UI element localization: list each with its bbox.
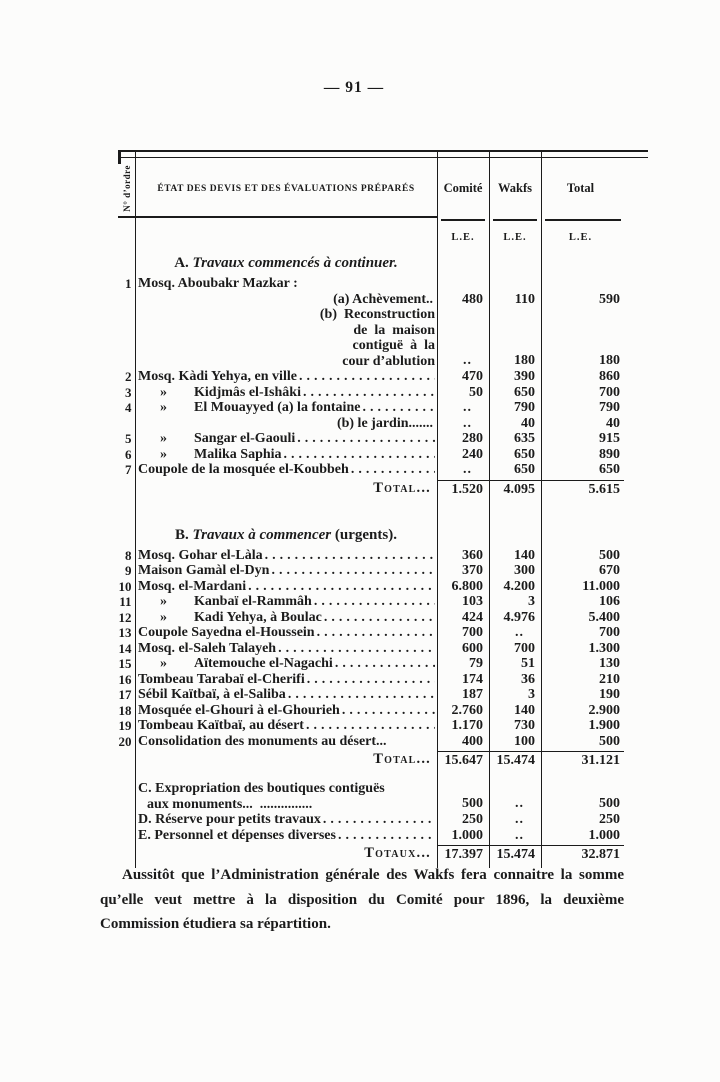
table-row	[118, 734, 648, 750]
comite-value: 103	[462, 594, 483, 609]
total-value	[541, 276, 648, 292]
dot-leader	[351, 462, 435, 478]
spacer-cell	[118, 225, 135, 250]
comite-value: 600	[462, 640, 483, 656]
dot-leader	[324, 610, 435, 626]
total-unit: L.E.	[568, 232, 593, 243]
description-label: Coupole Sayedna el-Houssein	[138, 625, 315, 640]
order-number-cell	[118, 307, 135, 369]
header-separator	[118, 216, 437, 218]
order-number-cell: 12	[118, 609, 132, 625]
description-cell	[135, 292, 437, 308]
table-row	[118, 641, 648, 657]
comite-value: 500	[462, 795, 483, 811]
wakfs-value: 650	[514, 384, 535, 400]
column-divider	[437, 152, 439, 868]
wakfs-value: 40	[521, 415, 535, 431]
description-label: Mosquée el-Ghouri à el-Ghourieh	[138, 702, 340, 718]
total-value: 500	[599, 733, 620, 749]
unit-separator	[441, 219, 485, 221]
description-line: de la maison	[353, 322, 435, 338]
table-row	[118, 718, 648, 734]
ditto-mark: »	[160, 446, 167, 462]
spacer-cell	[135, 225, 437, 250]
wakfs-total: 4.095	[489, 480, 541, 498]
section-gap	[118, 769, 648, 781]
wakfs-total: 15.474	[489, 751, 541, 769]
description-line: aux monuments... ...............	[147, 796, 313, 812]
description-cell	[135, 703, 437, 719]
table-row	[118, 416, 648, 432]
order-number-cell: 13	[118, 625, 132, 640]
order-number-cell	[118, 292, 135, 308]
section-title-italic: Travaux commencés à continuer.	[192, 255, 398, 271]
total-row	[118, 845, 648, 863]
total-value: 1.900	[588, 718, 620, 733]
description-cell	[135, 369, 437, 385]
description-cell	[135, 781, 437, 812]
section-letter: A.	[174, 255, 193, 271]
comite-value: 240	[462, 446, 483, 462]
column-divider	[489, 152, 491, 868]
description-cell	[135, 625, 437, 641]
wakfs-value: 700	[514, 640, 535, 656]
description-label: (b) le jardin.......	[336, 415, 433, 431]
comite-value: ..	[463, 400, 472, 415]
order-number-cell: 9	[125, 563, 132, 578]
total-value: 5.400	[588, 609, 620, 625]
description-cell	[135, 656, 437, 672]
comite-value: 6.800	[451, 578, 483, 594]
currency-unit-row	[118, 219, 648, 250]
description-label: Mosq. Gohar el-Làla	[138, 547, 263, 563]
total-value: 700	[599, 625, 620, 640]
order-number-cell: 10	[118, 578, 132, 594]
column-divider	[135, 152, 137, 868]
dot-leader	[248, 579, 435, 595]
description-label: Tombeau Tarabaï el-Cherifi	[138, 671, 305, 687]
comite-value: 424	[462, 609, 483, 625]
description-label: Kadi Yehya, à Boulac	[194, 609, 322, 625]
order-number-cell	[118, 751, 135, 769]
total-value: 210	[599, 671, 620, 687]
dot-leader	[317, 625, 435, 641]
description-line: C. Expropriation des boutiques contiguës	[138, 781, 385, 796]
total-value: 860	[599, 369, 620, 384]
wakfs-value: 730	[514, 718, 535, 733]
description-cell	[135, 307, 437, 369]
description-label: Aïtemouche el-Nagachi	[194, 656, 333, 671]
description-cell	[135, 610, 437, 626]
table-row	[118, 687, 648, 703]
total-value: 11.000	[582, 578, 620, 594]
description-label: El Mouayyed (a) la fontaine	[194, 400, 361, 415]
total-value: 670	[599, 563, 620, 578]
wakfs-value	[489, 276, 541, 292]
dot-leader	[265, 548, 435, 564]
wakfs-value: 300	[514, 563, 535, 578]
total-label-cell	[135, 751, 437, 769]
description-line: cour d’ablution	[342, 353, 435, 369]
comite-unit: L.E.	[451, 232, 475, 243]
table-row	[118, 563, 648, 579]
total-value: 1.300	[588, 640, 620, 656]
table-row	[118, 594, 648, 610]
table-corner-cap	[118, 150, 121, 164]
comite-value	[437, 253, 489, 274]
description-label: Mosq. el-Saleh Talayeh	[138, 640, 277, 656]
dot-leader	[303, 385, 435, 401]
wakfs-value: 390	[514, 369, 535, 384]
comite-total: 17.397	[437, 845, 489, 863]
wakfs-value: 36	[521, 671, 535, 687]
total-column-header: Total	[566, 181, 595, 195]
description-label: Kidjmâs el-Ishâki	[194, 384, 301, 400]
description-label: D. Réserve pour petits travaux	[138, 812, 321, 827]
page-number: — 91 —	[323, 79, 385, 96]
description-cell	[135, 594, 437, 610]
dot-leader	[284, 447, 435, 463]
table-row	[118, 431, 648, 447]
description-cell	[135, 563, 437, 579]
table-row	[118, 548, 648, 564]
wakfs-value	[489, 525, 541, 546]
total-label: Total...	[373, 751, 431, 767]
ditto-mark: »	[160, 594, 167, 609]
description-cell	[135, 718, 437, 734]
wakfs-value: 4.976	[503, 609, 535, 625]
wakfs-value: 180	[514, 352, 535, 368]
description-label: Sébil Kaïtbaï, à el-Saliba	[138, 687, 286, 702]
wakfs-value: 635	[514, 431, 535, 446]
wakfs-value: 3	[528, 687, 535, 702]
order-column-header-label: N° d’ordre	[121, 165, 132, 212]
table-row	[118, 307, 648, 369]
total-value: 700	[599, 384, 620, 400]
description-cell	[135, 548, 437, 564]
total-value: 250	[599, 812, 620, 827]
order-number-cell: 15	[118, 656, 132, 671]
total-label: Totaux...	[364, 845, 431, 861]
closing-paragraph: Aussitôt que l’Administration générale des Wakfs fera connaitre la somme qu’elle veut mettre à la disposition du Comité pour 1896, la deuxième Commission étudiera sa répartition.	[100, 867, 624, 932]
order-number-cell: 20	[118, 733, 132, 749]
description-cell	[135, 828, 437, 844]
description-label: E. Personnel et dépenses diverses	[138, 827, 336, 843]
wakfs-value	[489, 253, 541, 274]
total-row	[118, 480, 648, 498]
order-number-cell: 1	[125, 276, 132, 291]
table-top-border	[118, 150, 648, 158]
total-value	[541, 253, 648, 274]
table-row	[118, 703, 648, 719]
order-number-cell	[118, 480, 135, 498]
dot-leader	[307, 672, 435, 688]
comite-value: 2.760	[451, 702, 483, 718]
description-label: Mosq. Kàdi Yehya, en ville	[138, 369, 297, 384]
comite-value	[437, 276, 489, 292]
order-number-cell: 19	[118, 718, 132, 733]
order-number-cell	[118, 253, 135, 274]
table-row	[118, 828, 648, 844]
description-cell	[135, 579, 437, 595]
description-multiline	[138, 781, 437, 812]
table-row	[118, 610, 648, 626]
description-label: Consolidation des monuments au désert...	[138, 733, 387, 749]
order-number-cell: 18	[118, 702, 132, 718]
unit-separator	[493, 219, 537, 221]
ditto-mark: »	[160, 656, 167, 671]
dot-leader	[288, 687, 435, 703]
wakfs-value: ..	[515, 827, 524, 843]
order-number-cell: 17	[118, 687, 132, 702]
order-number-cell: 4	[125, 400, 132, 415]
order-number-cell	[118, 781, 135, 812]
ditto-mark: »	[160, 384, 167, 400]
description-label: Coupole de la mosquée el-Koubbeh	[138, 462, 349, 477]
order-number-cell	[118, 845, 135, 863]
wakfs-value: 4.200	[503, 578, 535, 594]
description-label: (a) Achèvement..	[333, 291, 433, 307]
table-row	[118, 672, 648, 688]
order-number-cell: 8	[125, 547, 132, 563]
wakfs-value: 51	[521, 656, 535, 671]
description-cell	[135, 687, 437, 703]
description-label: Malika Saphia	[194, 446, 282, 462]
table-row	[118, 625, 648, 641]
total-value: 650	[599, 462, 620, 477]
description-label: Kanbaï el-Rammâh	[194, 594, 312, 609]
table-row	[118, 447, 648, 463]
dot-leader	[342, 703, 435, 719]
column-divider	[541, 152, 543, 868]
table-row	[118, 400, 648, 416]
description-cell	[135, 276, 437, 292]
comite-total: 15.647	[437, 751, 489, 769]
description-label: Mosq. Aboubakr Mazkar :	[138, 276, 298, 291]
ditto-mark: »	[160, 431, 167, 446]
total-value: 590	[599, 291, 620, 307]
description-cell	[135, 385, 437, 401]
order-number-cell: 3	[125, 384, 132, 400]
description-cell	[135, 672, 437, 688]
total-row	[118, 751, 648, 769]
section-heading	[118, 525, 648, 546]
description-cell	[135, 416, 437, 432]
order-number-cell: 11	[119, 594, 132, 609]
total-total: 5.615	[541, 480, 624, 498]
description-cell	[135, 400, 437, 416]
comite-value	[437, 525, 489, 546]
table-row	[118, 579, 648, 595]
description-line: (b) Reconstruction	[319, 307, 435, 322]
description-cell	[135, 431, 437, 447]
comite-value: 174	[462, 671, 483, 687]
description-cell	[135, 447, 437, 463]
section-gap	[118, 498, 648, 522]
table-row	[118, 385, 648, 401]
table-row	[118, 276, 648, 292]
table-row	[118, 656, 648, 672]
order-number-cell	[118, 812, 135, 828]
comite-value: 700	[462, 625, 483, 640]
section-heading-text	[135, 525, 437, 546]
wakfs-column-header: Wakfs	[497, 181, 533, 195]
total-value: 1.000	[588, 827, 620, 843]
dot-leader	[278, 641, 435, 657]
ditto-mark: »	[160, 609, 167, 625]
dot-leader	[362, 400, 435, 416]
dot-leader	[297, 431, 435, 447]
order-number-cell: 5	[125, 431, 132, 446]
wakfs-value: 110	[514, 291, 535, 307]
order-number-cell: 16	[118, 671, 132, 687]
total-value: 106	[599, 594, 620, 609]
comite-value: 187	[462, 687, 483, 702]
section-heading-text	[135, 253, 437, 274]
wakfs-value: 650	[514, 446, 535, 462]
description-label: Maison Gamàl el-Dyn	[138, 563, 270, 578]
wakfs-unit: L.E.	[503, 232, 527, 243]
comite-value: 400	[462, 733, 483, 749]
order-number-cell: 14	[118, 640, 132, 656]
comite-value: 50	[469, 384, 483, 400]
dot-leader	[299, 369, 435, 385]
wakfs-total: 15.474	[489, 845, 541, 863]
wakfs-value: 140	[514, 702, 535, 718]
description-cell	[135, 641, 437, 657]
section-title-suffix: (urgents).	[331, 526, 397, 543]
total-value: 180	[599, 352, 620, 368]
total-value: 915	[599, 431, 620, 446]
section-letter: B.	[175, 526, 193, 543]
description-cell	[135, 462, 437, 478]
comite-value: 1.170	[451, 718, 483, 733]
budget-table	[118, 150, 648, 868]
comite-value: 280	[462, 431, 483, 446]
total-value: 130	[599, 656, 620, 671]
order-number-cell: 6	[125, 446, 132, 462]
table-row	[118, 369, 648, 385]
title-column-header: ÉTAT DES DEVIS ET DES ÉVALUATIONS PRÉPARÉS	[157, 183, 415, 194]
section-title-italic: Travaux à commencer	[192, 526, 332, 543]
total-total: 31.121	[541, 751, 624, 769]
wakfs-value: 140	[514, 547, 535, 563]
total-label-cell	[135, 480, 437, 498]
table-row	[118, 781, 648, 812]
total-value: 2.900	[588, 702, 620, 718]
comite-value: 370	[462, 563, 483, 578]
description-cell	[135, 734, 437, 750]
comite-value: ..	[463, 415, 472, 431]
order-number-cell	[118, 525, 135, 546]
description-label: Sangar el-Gaouli	[194, 431, 296, 446]
table-header	[118, 158, 648, 219]
order-number-cell: 2	[125, 369, 132, 384]
table-row	[118, 462, 648, 478]
comite-value: ..	[463, 352, 472, 368]
table-row	[118, 812, 648, 828]
dot-leader	[314, 594, 435, 610]
dot-leader	[323, 812, 435, 828]
dot-leader	[271, 563, 435, 579]
total-value	[541, 525, 648, 546]
comite-value: 470	[462, 369, 483, 384]
description-line: contiguë à la	[352, 338, 435, 353]
comite-value: ..	[463, 462, 472, 477]
total-total: 32.871	[541, 845, 624, 863]
wakfs-value: ..	[515, 625, 524, 640]
total-value: 500	[599, 795, 620, 811]
total-value: 790	[599, 400, 620, 415]
order-number-cell	[118, 416, 135, 432]
total-label: Total...	[373, 479, 431, 496]
comite-value: 360	[462, 547, 483, 563]
description-label: Tombeau Kaïtbaï, au désert	[138, 718, 304, 733]
unit-separator	[545, 219, 621, 221]
total-value: 40	[606, 415, 620, 431]
section-heading	[118, 253, 648, 274]
order-column-header	[118, 158, 135, 219]
dot-leader	[306, 718, 435, 734]
wakfs-value: ..	[515, 795, 524, 811]
total-value: 190	[599, 687, 620, 702]
comite-value: 250	[462, 812, 483, 827]
wakfs-value: 3	[528, 594, 535, 609]
comite-value: 480	[462, 291, 483, 307]
comite-total: 1.520	[437, 480, 489, 498]
description-label: Mosq. el-Mardani	[138, 578, 247, 594]
dot-leader	[338, 828, 435, 844]
table-body	[118, 253, 648, 863]
table-row	[118, 292, 648, 308]
comite-column-header: Comité	[443, 181, 483, 195]
total-value: 500	[599, 547, 620, 563]
description-cell	[135, 812, 437, 828]
wakfs-value: 790	[514, 400, 535, 415]
description-multiline	[320, 307, 437, 369]
total-label-cell	[135, 845, 437, 863]
comite-value: 1.000	[451, 827, 483, 843]
dot-leader	[335, 656, 435, 672]
wakfs-value: 100	[514, 733, 535, 749]
wakfs-value: ..	[515, 812, 524, 827]
total-value: 890	[599, 446, 620, 462]
order-number-cell	[118, 828, 135, 844]
wakfs-value: 650	[514, 462, 535, 477]
order-number-cell: 7	[125, 462, 132, 477]
ditto-mark: »	[160, 400, 167, 415]
comite-value: 79	[469, 656, 483, 671]
